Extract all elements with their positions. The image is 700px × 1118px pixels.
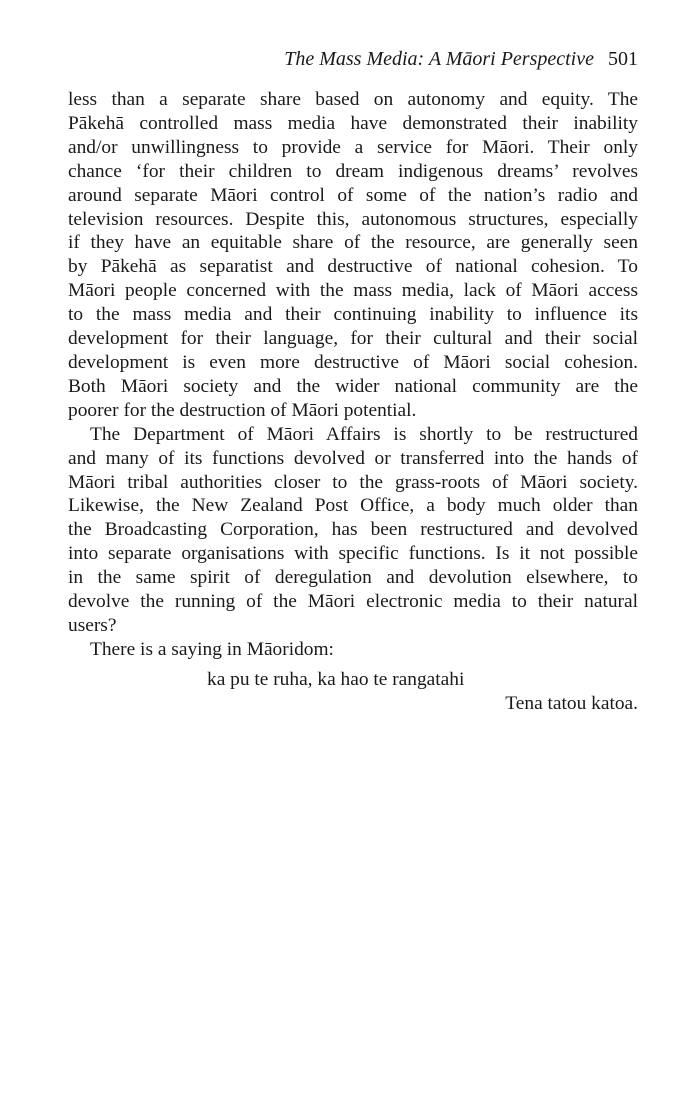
- text-line: around separate Māori control of some of the nation’s radio and: [68, 184, 638, 206]
- paragraph-1: [68, 88, 638, 423]
- text-line: Likewise, the New Zealand Post Office, a body much older than: [68, 495, 638, 517]
- text-line: devolve the running of the Māori electronic media to their natural: [68, 591, 638, 613]
- text-line: users?: [68, 614, 117, 636]
- maori-saying: ka pu te ruha, ka hao te rangatahi: [207, 668, 465, 690]
- text-line: chance ‘for their children to dream indigenous dreams’ revolves: [68, 160, 638, 182]
- running-head: [68, 46, 638, 72]
- text-line: television resources. Despite this, autonomous structures, especially: [68, 208, 638, 230]
- text-line: development is even more destructive of Māori social cohesion.: [68, 351, 638, 373]
- text-line: less than a separate share based on autonomy and equity. The: [68, 89, 638, 110]
- book-page: [68, 46, 638, 716]
- text-line: The Department of Māori Affairs is shortly to be restructured: [90, 423, 638, 445]
- text-line: Māori people concerned with the mass media, lack of Māori access: [68, 280, 638, 302]
- text-line: and/or unwillingness to provide a service for Māori. Their only: [68, 136, 638, 158]
- text-line: if they have an equitable share of the resource, are generally seen: [68, 232, 638, 254]
- text-line: in the same spirit of deregulation and devolution elsewhere, to: [68, 567, 638, 589]
- running-title: The Mass Media: A Māori Perspective: [284, 48, 594, 70]
- text-line: Pākehā controlled mass media have demonstrated their inability: [68, 112, 638, 134]
- signoff: Tena tatou katoa.: [505, 692, 638, 714]
- text-line: to the mass media and their continuing inability to influence its: [68, 304, 638, 326]
- text-line: Māori tribal authorities closer to the grass-roots of Māori society.: [68, 471, 638, 493]
- text-line: and many of its functions devolved or transferred into the hands of: [68, 447, 638, 469]
- text-line: Both Māori society and the wider national community are the: [68, 375, 638, 397]
- page-number: 501: [608, 48, 638, 70]
- text-line: poorer for the destruction of Māori potential.: [68, 399, 417, 421]
- paragraph-3: There is a saying in Māoridom:: [90, 638, 334, 660]
- text-line: the Broadcasting Corporation, has been restructured and devolved: [68, 519, 638, 541]
- text-line: by Pākehā as separatist and destructive of national cohesion. To: [68, 256, 638, 278]
- text-line: into separate organisations with specific functions. Is it not possible: [68, 543, 638, 565]
- text-line: development for their language, for their cultural and their social: [68, 328, 638, 350]
- paragraph-2: [68, 423, 638, 638]
